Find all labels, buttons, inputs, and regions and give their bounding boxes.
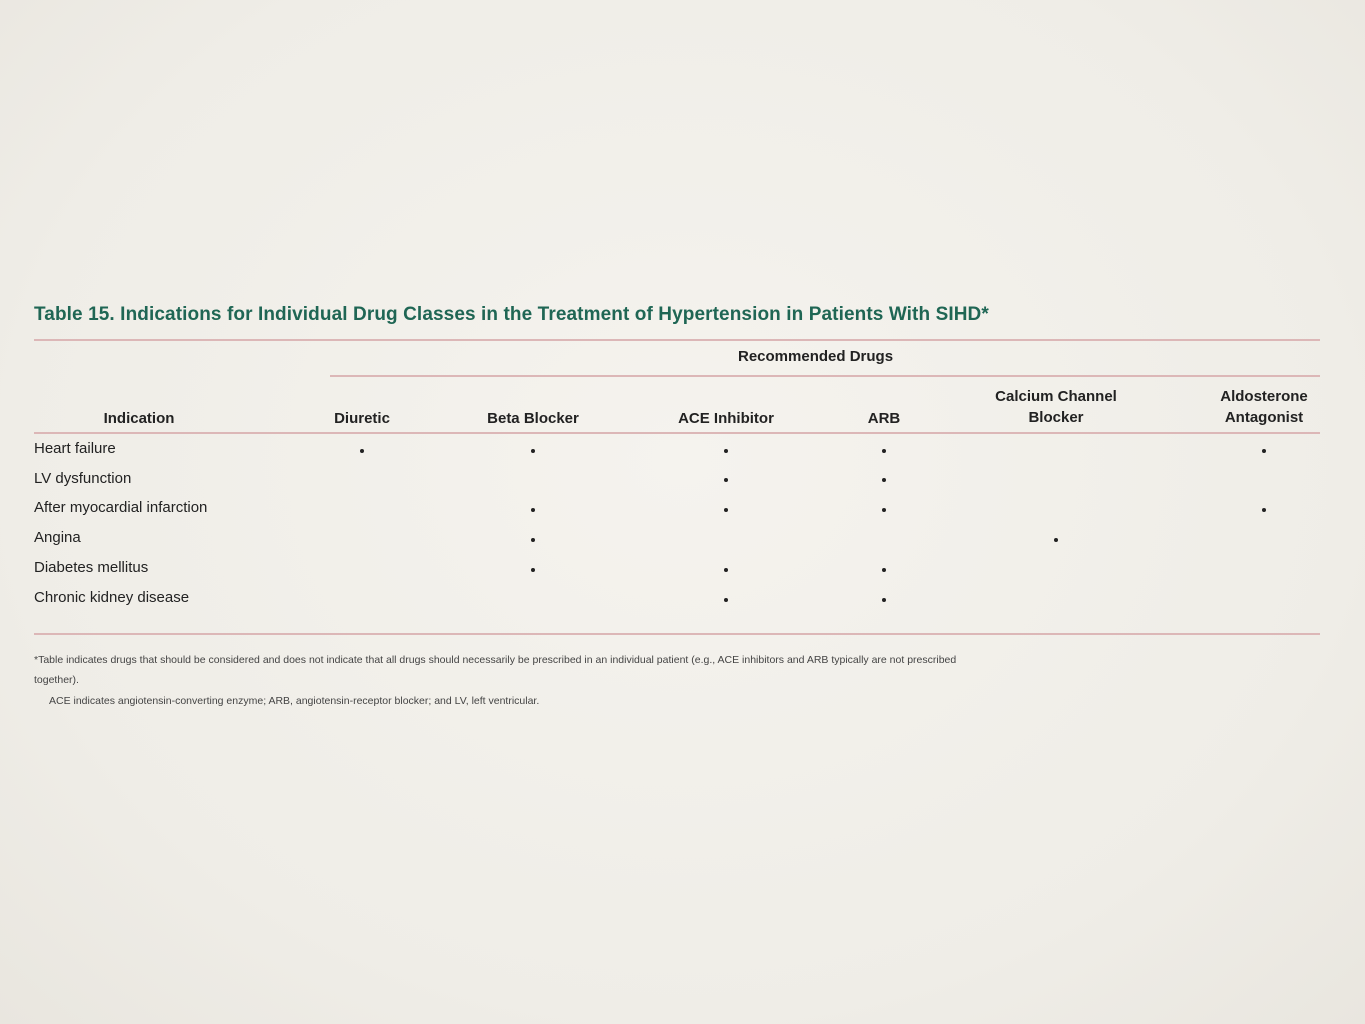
footnote-line1: *Table indicates drugs that should be considered and does not indicate that all drugs should necessarily be prescribed in an individual patient (e.g., ACE inhibitors and ARB typically are not prescribed [34, 654, 957, 666]
indication-dot-beta-blocker [531, 508, 535, 512]
row-label-ckd: Chronic kidney disease [34, 589, 190, 606]
ccb-header-line2: Blocker [1028, 409, 1084, 426]
column-header-indication: Indication [103, 410, 175, 427]
table-bottom-rule [34, 633, 1320, 635]
indication-dot-beta-blocker [531, 449, 535, 453]
table-top-rule [34, 339, 1320, 341]
table-title: Table 15. Indications for Individual Drug Classes in the Treatment of Hypertension in Patients With SIHD* [34, 304, 989, 325]
indication-dot-arb [882, 449, 886, 453]
indication-dot-beta-blocker [531, 568, 535, 572]
ccb-header-line1: Calcium Channel [995, 388, 1117, 405]
column-header-arb: ARB [867, 410, 901, 427]
aldo-header-line2: Antagonist [1224, 409, 1304, 426]
column-header-ace-inhibitor: ACE Inhibitor [678, 410, 774, 427]
column-header-beta-blocker: Beta Blocker [487, 410, 579, 427]
row-label-lv-dysfunction: LV dysfunction [34, 470, 132, 487]
recommended-drugs-header: Recommended Drugs [738, 348, 894, 365]
aldo-header-line1: Aldosterone [1220, 388, 1308, 405]
indication-dot-ace-inhibitor [724, 478, 728, 482]
group-header-rule [330, 375, 1320, 377]
row-label-angina: Angina [34, 529, 81, 546]
indication-dot-ace-inhibitor [724, 598, 728, 602]
indication-dot-arb [882, 568, 886, 572]
header-bottom-rule [34, 432, 1320, 434]
footnote-abbreviations: ACE indicates angiotensin-converting enzyme; ARB, angiotensin-receptor blocker; and LV, left ventricular. [49, 695, 540, 707]
footnote-line2: together). [34, 674, 79, 686]
indication-dot-arb [882, 598, 886, 602]
column-header-calcium-channel-blocker [995, 386, 1117, 428]
indication-dot-ace-inhibitor [724, 568, 728, 572]
indication-dot-aldosterone [1262, 449, 1266, 453]
indication-dot-diuretic [360, 449, 364, 453]
indication-dot-arb [882, 478, 886, 482]
indication-dot-beta-blocker [531, 538, 535, 542]
row-label-after-mi: After myocardial infarction [34, 499, 208, 516]
indication-dot-ccb [1054, 538, 1058, 542]
indication-dot-ace-inhibitor [724, 508, 728, 512]
row-label-diabetes: Diabetes mellitus [34, 559, 149, 576]
row-label-heart-failure: Heart failure [34, 440, 116, 457]
column-header-aldosterone-antagonist [1220, 386, 1308, 428]
column-header-diuretic: Diuretic [334, 410, 390, 427]
indication-dot-aldosterone [1262, 508, 1266, 512]
indication-dot-ace-inhibitor [724, 449, 728, 453]
indication-dot-arb [882, 508, 886, 512]
